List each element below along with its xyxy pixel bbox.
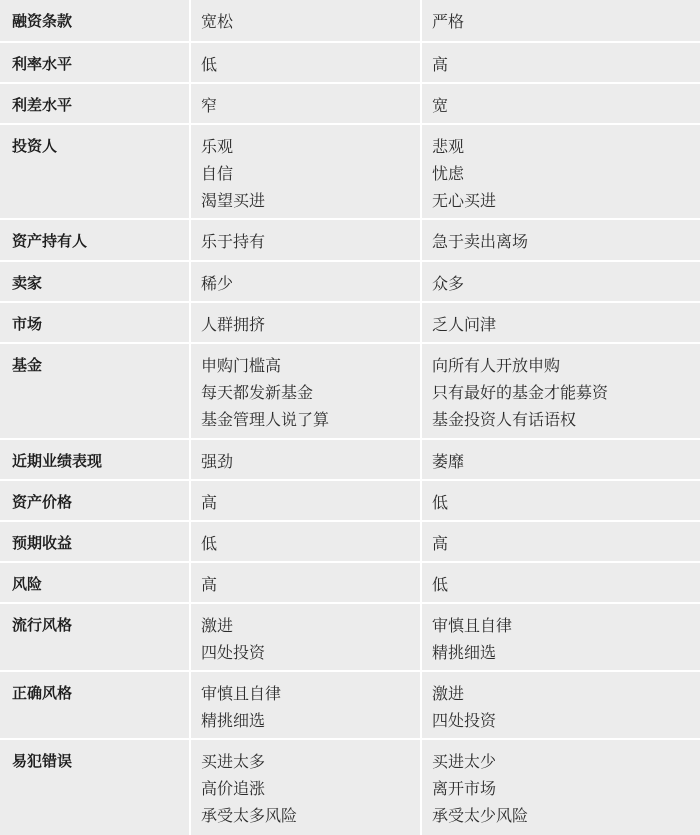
cell-line: 低	[201, 534, 218, 553]
strict-cell	[420, 563, 700, 602]
cell-line: 每天都发新基金	[201, 383, 314, 402]
cell-line: 离开市场	[432, 779, 497, 798]
row-label: 资产价格	[12, 493, 73, 511]
table-row	[0, 125, 700, 220]
strict-cell	[420, 344, 700, 438]
loose-cell	[189, 220, 420, 260]
loose-cell	[189, 481, 420, 520]
cell-line: 低	[432, 493, 449, 512]
row-label: 市场	[12, 315, 43, 333]
table-row	[0, 262, 700, 303]
cell-line: 忧虑	[432, 164, 465, 183]
table-row	[0, 0, 700, 43]
cell-line: 乐于持有	[201, 232, 266, 251]
loose-cell	[189, 262, 420, 301]
strict-cell	[420, 84, 700, 123]
cell-line: 只有最好的基金才能募资	[432, 383, 609, 402]
cell-line: 审慎且自律	[432, 616, 513, 635]
strict-cell	[420, 303, 700, 342]
cell-line: 乏人问津	[432, 315, 497, 334]
strict-cell	[420, 481, 700, 520]
table-row	[0, 84, 700, 125]
loose-cell	[189, 43, 420, 82]
table-row	[0, 740, 700, 835]
cell-line: 稀少	[201, 274, 234, 293]
table-row	[0, 522, 700, 563]
cell-line: 萎靡	[432, 452, 465, 471]
cell-line: 向所有人开放申购	[432, 356, 561, 375]
strict-cell	[420, 262, 700, 301]
cell-line: 悲观	[432, 137, 465, 156]
table-row	[0, 563, 700, 604]
cell-line: 高	[201, 575, 218, 594]
loose-cell	[189, 344, 420, 438]
table-row	[0, 220, 700, 262]
cell-line: 窄	[201, 96, 218, 115]
loose-cell	[189, 303, 420, 342]
loose-cell	[189, 522, 420, 561]
cell-line: 高	[201, 493, 218, 512]
cell-line: 买进太少	[432, 752, 497, 771]
row-label: 资产持有人	[12, 232, 88, 250]
cell-line: 宽	[432, 96, 449, 115]
row-label: 卖家	[12, 274, 43, 292]
strict-cell	[420, 125, 700, 218]
loose-cell	[189, 84, 420, 123]
cell-line: 激进	[432, 684, 465, 703]
cell-line: 四处投资	[432, 711, 497, 730]
cell-line: 人群拥挤	[201, 315, 266, 334]
cell-line: 乐观	[201, 137, 234, 156]
cell-line: 无心买进	[432, 191, 497, 210]
strict-cell	[420, 43, 700, 82]
loose-cell	[189, 0, 420, 41]
table-row	[0, 672, 700, 740]
row-label: 投资人	[12, 137, 58, 155]
cell-line: 低	[432, 575, 449, 594]
row-label: 风险	[12, 575, 43, 593]
cell-line: 强劲	[201, 452, 234, 471]
table-row	[0, 344, 700, 440]
cell-line: 基金投资人有话语权	[432, 410, 577, 429]
cell-line: 精挑细选	[432, 643, 497, 662]
cell-line: 自信	[201, 164, 234, 183]
row-label: 基金	[12, 356, 43, 374]
row-label: 利差水平	[12, 96, 73, 114]
row-label: 利率水平	[12, 55, 73, 73]
loose-cell	[189, 563, 420, 602]
row-label: 正确风格	[12, 684, 73, 702]
cell-line: 低	[201, 55, 218, 74]
table-row	[0, 481, 700, 522]
cell-line: 众多	[432, 274, 465, 293]
cell-line: 宽松	[201, 12, 234, 31]
cell-line: 严格	[432, 12, 465, 31]
table-row	[0, 303, 700, 344]
row-label: 流行风格	[12, 616, 73, 634]
table-row	[0, 604, 700, 672]
cell-line: 急于卖出离场	[432, 232, 529, 251]
cell-line: 高	[432, 534, 449, 553]
cell-line: 买进太多	[201, 752, 266, 771]
loose-cell	[189, 604, 420, 670]
cell-line: 基金管理人说了算	[201, 410, 330, 429]
strict-cell	[420, 440, 700, 479]
cell-line: 精挑细选	[201, 711, 266, 730]
table-row	[0, 43, 700, 84]
cell-line: 激进	[201, 616, 234, 635]
strict-cell	[420, 0, 700, 41]
cell-line: 高	[432, 55, 449, 74]
strict-cell	[420, 220, 700, 260]
table-row	[0, 440, 700, 481]
loose-cell	[189, 440, 420, 479]
row-label: 近期业绩表现	[12, 452, 103, 470]
strict-cell	[420, 740, 700, 835]
row-label: 预期收益	[12, 534, 73, 552]
cell-line: 承受太少风险	[432, 806, 529, 825]
row-label: 融资条款	[12, 12, 73, 30]
cell-line: 高价追涨	[201, 779, 266, 798]
cell-line: 承受太多风险	[201, 806, 298, 825]
cell-line: 四处投资	[201, 643, 266, 662]
strict-cell	[420, 522, 700, 561]
cell-line: 审慎且自律	[201, 684, 282, 703]
strict-cell	[420, 672, 700, 738]
loose-cell	[189, 125, 420, 218]
loose-cell	[189, 672, 420, 738]
cell-line: 渴望买进	[201, 191, 266, 210]
row-label: 易犯错误	[12, 752, 73, 770]
cell-line: 申购门槛高	[201, 356, 282, 375]
loose-cell	[189, 740, 420, 835]
strict-cell	[420, 604, 700, 670]
